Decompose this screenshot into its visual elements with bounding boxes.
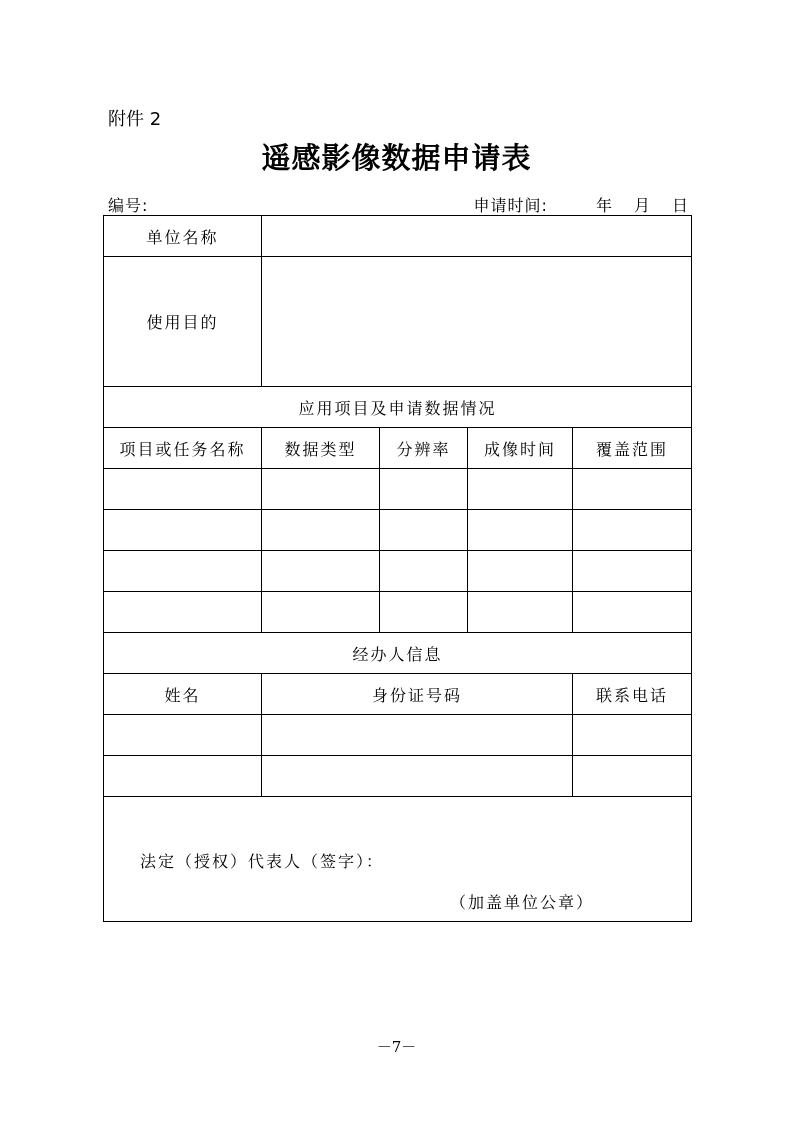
projects-section-title: 应用项目及申请数据情况 [104, 387, 692, 428]
number-label: 编号: [108, 196, 149, 215]
project-name-cell[interactable] [104, 510, 262, 551]
column-header-phone: 联系电话 [573, 674, 692, 715]
handler-name-cell[interactable] [104, 756, 262, 797]
resolution-cell[interactable] [380, 469, 468, 510]
project-name-cell[interactable] [104, 469, 262, 510]
date-month-label: 月 [633, 196, 650, 215]
page-number: －7－ [376, 1038, 417, 1056]
imaging-time-cell[interactable] [468, 551, 573, 592]
date-day-label: 日 [671, 196, 688, 215]
projects-section-row [104, 387, 692, 428]
resolution-cell[interactable] [380, 510, 468, 551]
data-type-cell[interactable] [262, 469, 380, 510]
column-header-name: 姓名 [104, 674, 262, 715]
coverage-cell[interactable] [573, 469, 692, 510]
handler-name-cell[interactable] [104, 715, 262, 756]
coverage-cell[interactable] [573, 510, 692, 551]
form-title: 遥感影像数据申请表 [261, 141, 532, 175]
column-header-coverage: 覆盖范围 [573, 428, 692, 469]
application-form-table [103, 215, 692, 922]
data-type-cell[interactable] [262, 592, 380, 633]
handler-id-cell[interactable] [262, 715, 573, 756]
data-type-cell[interactable] [262, 510, 380, 551]
table-row [104, 715, 692, 756]
project-name-cell[interactable] [104, 592, 262, 633]
table-row [104, 510, 692, 551]
handler-id-cell[interactable] [262, 756, 573, 797]
handler-phone-cell[interactable] [573, 756, 692, 797]
data-type-cell[interactable] [262, 551, 380, 592]
table-row [104, 592, 692, 633]
attachment-label: 附件 2 [108, 109, 162, 130]
resolution-cell[interactable] [380, 551, 468, 592]
handler-header-row [104, 674, 692, 715]
column-header-data-type: 数据类型 [262, 428, 380, 469]
imaging-time-cell[interactable] [468, 469, 573, 510]
project-name-cell[interactable] [104, 551, 262, 592]
org-name-label: 单位名称 [104, 216, 262, 257]
table-row [104, 469, 692, 510]
signature-row [104, 797, 692, 922]
column-header-id-number: 身份证号码 [262, 674, 573, 715]
imaging-time-cell[interactable] [468, 510, 573, 551]
handler-phone-cell[interactable] [573, 715, 692, 756]
org-name-field[interactable] [262, 216, 692, 257]
column-header-project-name: 项目或任务名称 [104, 428, 262, 469]
resolution-cell[interactable] [380, 592, 468, 633]
meta-row [108, 193, 688, 215]
coverage-cell[interactable] [573, 592, 692, 633]
imaging-time-cell[interactable] [468, 592, 573, 633]
org-name-row [104, 216, 692, 257]
purpose-label: 使用目的 [104, 257, 262, 387]
signature-label: 法定（授权）代表人（签字）： [140, 852, 385, 871]
handler-section-title: 经办人信息 [104, 633, 692, 674]
projects-header-row [104, 428, 692, 469]
purpose-field[interactable] [262, 257, 692, 387]
table-row [104, 551, 692, 592]
application-date [474, 193, 688, 216]
handler-section-row [104, 633, 692, 674]
column-header-resolution: 分辨率 [380, 428, 468, 469]
date-label: 申请时间: [473, 196, 548, 215]
table-row [104, 756, 692, 797]
seal-label: （加盖单位公章） [450, 893, 595, 912]
column-header-imaging-time: 成像时间 [468, 428, 573, 469]
date-year-label: 年 [595, 196, 612, 215]
coverage-cell[interactable] [573, 551, 692, 592]
purpose-row [104, 257, 692, 387]
signature-cell[interactable] [104, 797, 692, 922]
